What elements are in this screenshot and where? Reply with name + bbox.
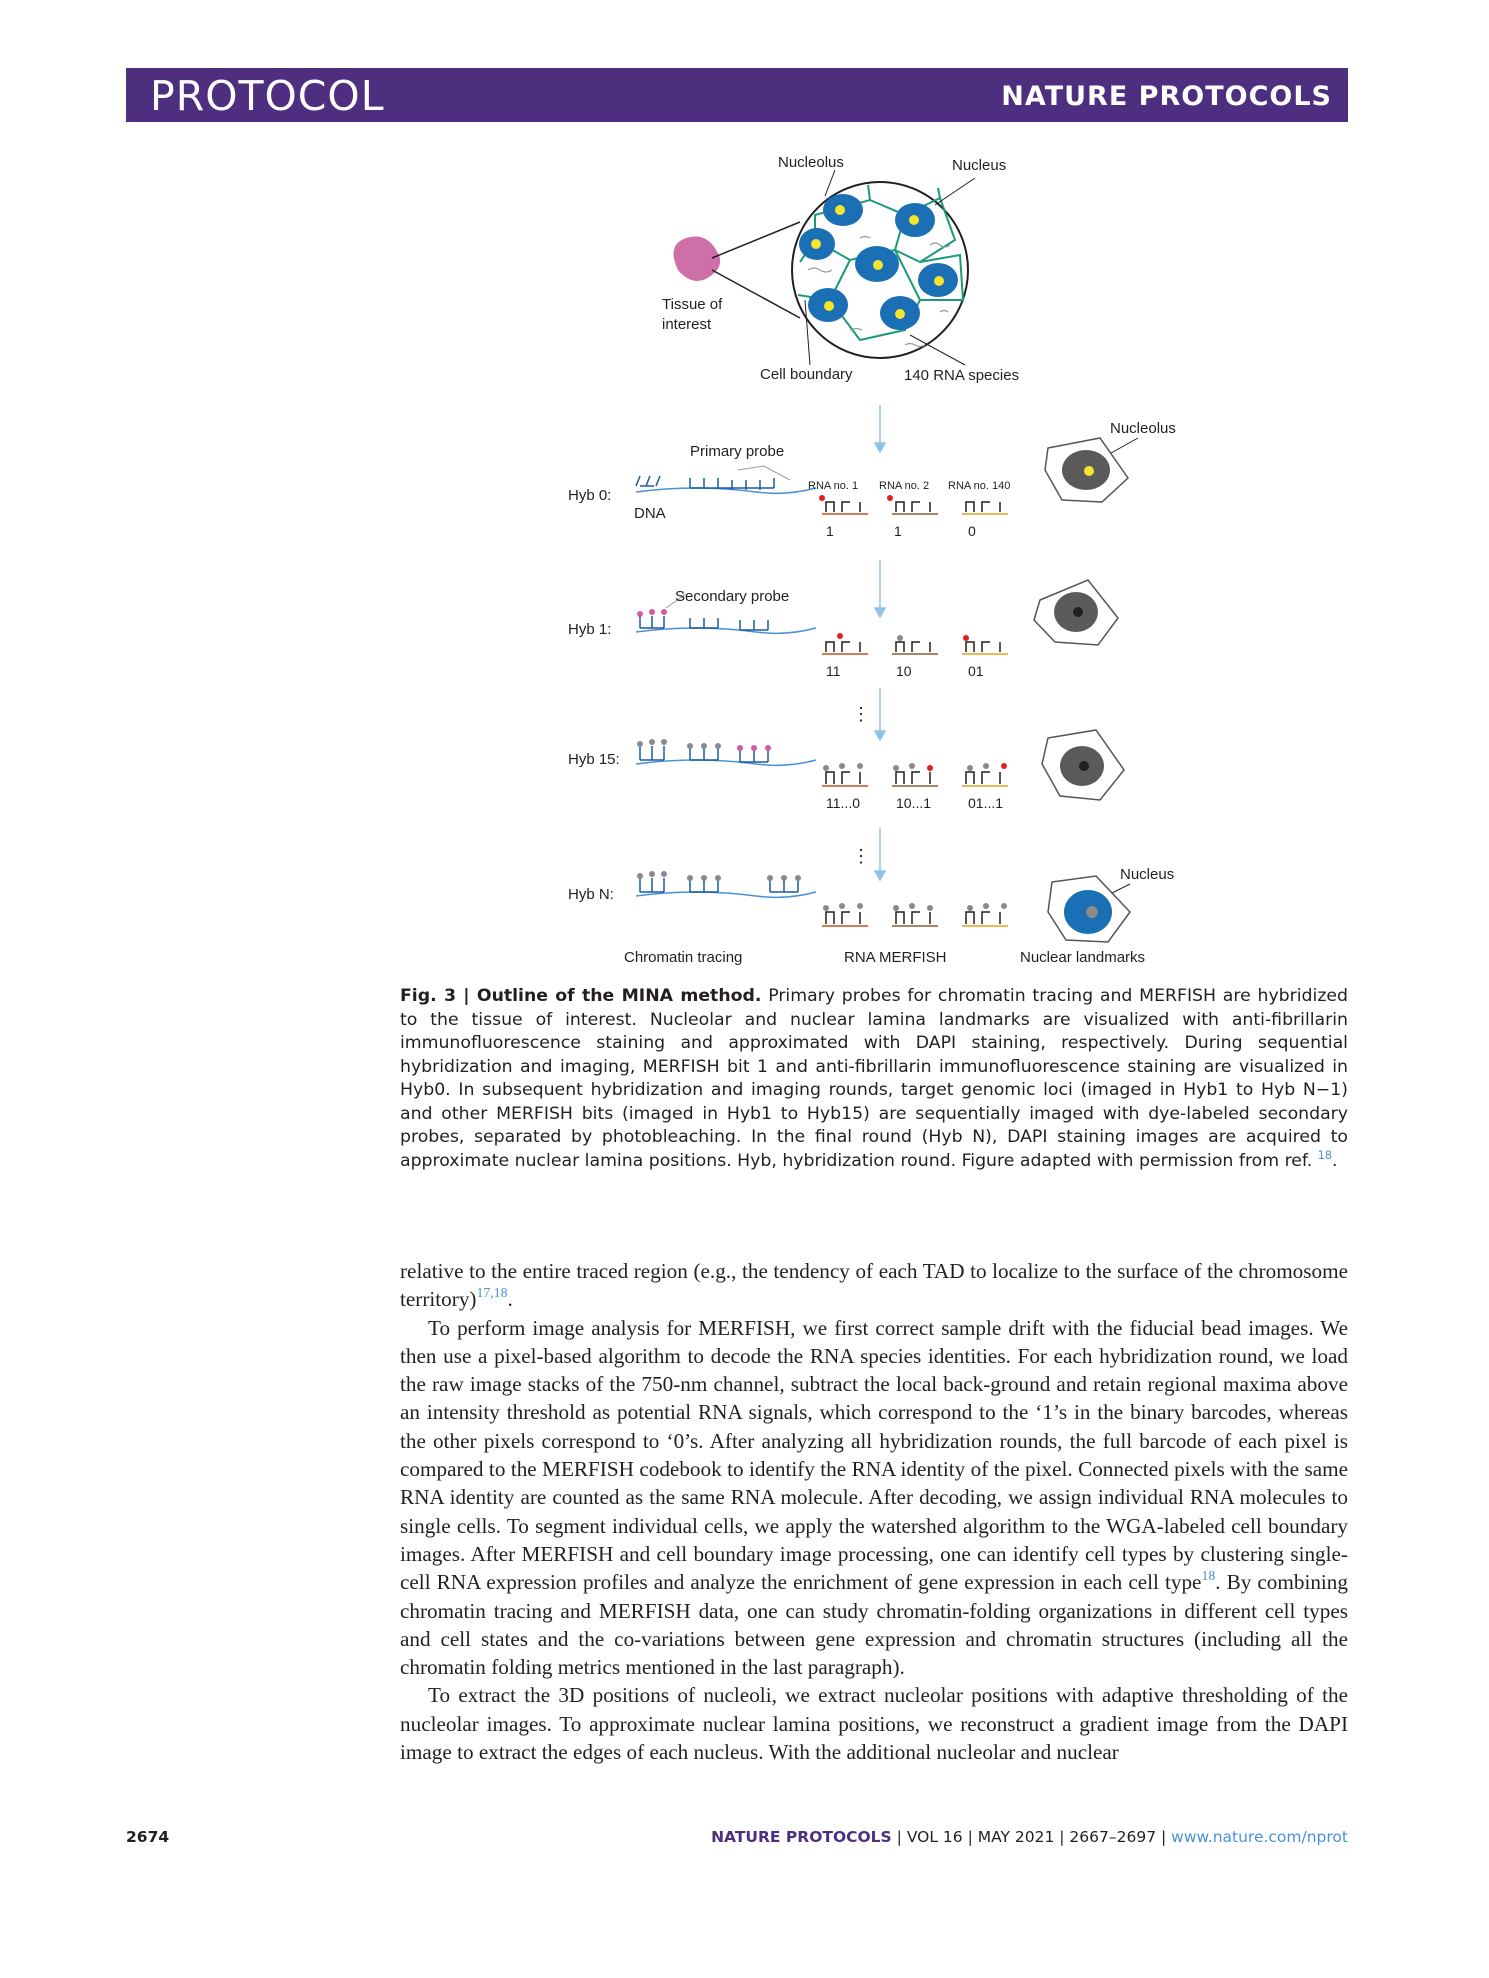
rna-hybn-stars: [823, 903, 1007, 911]
column-landmarks: Nuclear landmarks: [1020, 949, 1146, 966]
primary-probe-label: Primary probe: [690, 443, 785, 460]
bit1-2: 10: [896, 663, 912, 679]
tissue-label: Tissue of: [662, 296, 723, 313]
journal-url[interactable]: www.nature.com/nprot: [1171, 1828, 1348, 1846]
rna140-label: RNA no. 140: [948, 480, 1011, 492]
journal-label: NATURE PROTOCOLS: [1001, 81, 1332, 112]
rna-hyb15: [822, 772, 1008, 786]
bit15-2: 10...1: [896, 795, 932, 811]
chromatin-hybn: [636, 878, 816, 897]
column-chromatin: Chromatin tracing: [624, 949, 743, 966]
hyb15-pink: [737, 745, 771, 751]
caption-end: .: [1332, 1150, 1338, 1171]
nucleolus-right-label: Nucleolus: [1110, 420, 1176, 437]
zoom-line-top: [712, 222, 800, 258]
chromatin-hyb15: [636, 746, 816, 765]
ref-18[interactable]: 18: [1201, 1568, 1216, 1584]
bit1-1: 11: [826, 663, 841, 679]
tissue-label-2: interest: [662, 316, 712, 333]
bit0-3: 0: [968, 523, 976, 539]
caption-title: Fig. 3 | Outline of the MINA method.: [400, 986, 762, 1006]
nucleolus-label: Nucleolus: [778, 154, 844, 171]
dna-label: DNA: [634, 505, 666, 522]
hybn-label: Hyb N:: [568, 886, 614, 903]
zoom-line-bottom: [712, 270, 800, 318]
landmark-hyb15: [1042, 730, 1124, 800]
caption-body: Primary probes for chromatin tracing and MERFISH are hybridized to the tissue of interest. Nucleolar and nuclear lamina landmarks are visualized with anti-fibrillarin immunofluorescence staining and approximated with DAPI staining, respectively. During sequential hybridization and imaging, MERFISH bit 1 and anti-fibrillarin immunofluorescence staining are visualized in Hyb0. In subsequent hybridization and imaging rounds, target genomic loci (imaged in Hyb1 to Hyb N−1) and other MERFISH bits (imaged in Hyb1 to Hyb15) are sequentially imaged with dye-labeled secondary probes, separated by photobleaching. In the final round (Hyb N), DAPI staining images are acquired to approximate nuclear lamina positions. Hyb, hybridization round. Figure adapted with permission from ref.: [400, 986, 1348, 1171]
landmark-hyb0: [1045, 438, 1128, 502]
caption-ref[interactable]: 18: [1317, 1148, 1333, 1162]
paragraph-1: relative to the entire traced region (e.g., the tendency of each TAD to localize to the surface of the chromosome territory)$^{17,18}$.: [400, 1259, 1348, 1312]
rna-hybn: [822, 912, 1008, 926]
paragraph-3: To extract the 3D positions of nucleoli, we extract nucleolar positions with adaptive thresholding of the nucleolar images. To approximate nuclear lamina positions, we reconstruct a gradient image from the DAPI image to extract the edges of each nucleus. With the additional nucleolar and nuclear: [400, 1683, 1348, 1765]
figure-caption: [400, 985, 1348, 1173]
dots-1: ⋮: [852, 704, 870, 724]
rna1-label: RNA no. 1: [808, 480, 859, 492]
header-banner: [126, 68, 1348, 122]
rna-hyb1-stars: [837, 633, 969, 641]
bit15-1: 11...0: [826, 795, 860, 811]
rna2-label: RNA no. 2: [879, 480, 930, 492]
secondary-probe-stars: [637, 609, 667, 617]
hyb15-stars: [637, 739, 721, 749]
rna-species-label: 140 RNA species: [904, 367, 1020, 384]
bit1-3: 01: [968, 663, 984, 679]
cell-boundary-label: Cell boundary: [760, 366, 853, 383]
hyb1-label: Hyb 1:: [568, 621, 612, 638]
paragraph-2: To perform image analysis for MERFISH, we first correct sample drift with the fiducial bead images. We then use a pixel-based algorithm to decode the RNA species identities. For each hybridization round, we load the raw image stacks of the 750-nm channel, subtract the local back-ground and retain regional maxima above an intensity threshold as potential RNA signals, which correspond to the ‘1’s in the binary barcodes, whereas the other pixels correspond to ‘0’s. After analyzing all hybridization rounds, the full barcode of each pixel is compared to the MERFISH codebook to identify the RNA identity of the pixel. Connected pixels with the same RNA identity are counted as the same RNA molecule. After decoding, we assign individual RNA molecules to single cells. To segment individual cells, we apply the watershed algorithm to the WGA-labeled cell boundary images. After MERFISH and cell boundary image processing, one can identify cell types by clustering single-cell RNA expression profiles and analyze the enrichment of gene expression in each cell type$^{18}$. By combining chromatin tracing and MERFISH data, one can study chromatin-folding organizations in different cell types and cell states and the co-variations between gene expression and chromatin structures (including all the chromatin folding metrics mentioned in the last paragraph).: [400, 1315, 1348, 1680]
rna-hyb0: [822, 502, 1008, 514]
body-text: [400, 1257, 1348, 1766]
rna-hyb0-stars: [819, 495, 893, 501]
secondary-probe-label: Secondary probe: [675, 588, 790, 605]
tissue-shape: [674, 237, 721, 281]
hyb15-label: Hyb 15:: [568, 751, 620, 768]
dots-2: ⋮: [852, 846, 870, 866]
nucleus-label: Nucleus: [952, 157, 1007, 174]
bit0-2: 1: [894, 523, 902, 539]
bit0-1: 1: [826, 523, 834, 539]
hyb0-label: Hyb 0:: [568, 487, 612, 504]
bit15-3: 01...1: [968, 795, 1004, 811]
flow-arrows: [875, 405, 885, 880]
figure-3: [0, 140, 1489, 980]
landmark-hyb1: [1034, 580, 1118, 645]
page-number: 2674: [126, 1828, 170, 1846]
rna-hyb1: [822, 642, 1008, 654]
landmark-hybn: [1048, 876, 1130, 942]
journal-footer: NATURE PROTOCOLS | VOL 16 | MAY 2021 | 2667–2697 | www.nature.com/nprot: [711, 1828, 1348, 1846]
section-label: PROTOCOL: [150, 72, 385, 120]
rna-hyb15-stars: [823, 763, 1007, 771]
chromatin-hyb0: [636, 466, 816, 493]
nucleus-right-label: Nucleus: [1120, 866, 1175, 883]
column-merfish: RNA MERFISH: [844, 949, 947, 966]
hybn-stars: [637, 871, 801, 881]
ref-17-18[interactable]: 17,18: [476, 1285, 508, 1301]
